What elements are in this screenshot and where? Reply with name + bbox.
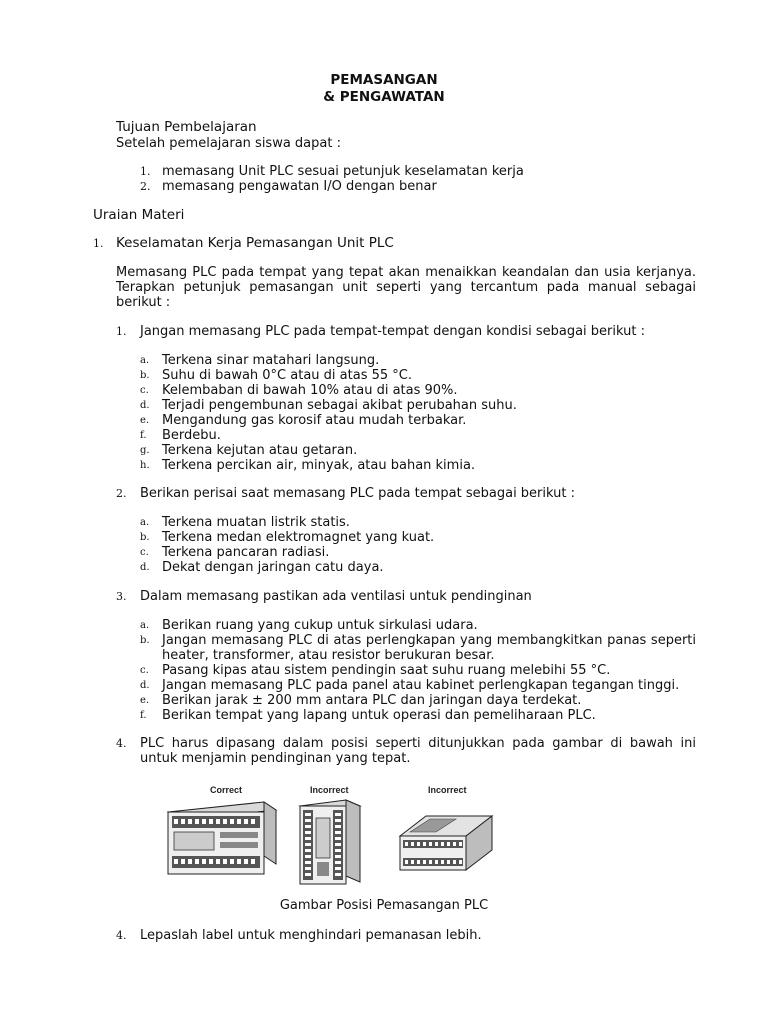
list-item: Terkena pancaran radiasi. xyxy=(162,545,330,560)
figure-label-incorrect: Incorrect xyxy=(310,785,349,795)
list-item: Berikan tempat yang lapang untuk operasi dan pemeliharaan PLC. xyxy=(162,708,596,723)
figure-caption: Gambar Posisi Pemasangan PLC xyxy=(279,898,489,913)
list-item-letter: b. xyxy=(140,532,150,543)
point-number: 3. xyxy=(116,590,127,603)
list-item-letter: g. xyxy=(140,445,150,456)
list-item-letter: h. xyxy=(140,460,150,471)
point-number: 4. xyxy=(116,929,127,942)
point-text: Berikan perisai saat memasang PLC pada tempat sebagai berikut : xyxy=(140,486,575,501)
figure-label-incorrect: Incorrect xyxy=(428,785,467,795)
list-item: Berikan jarak ± 200 mm antara PLC dan jaringan daya terdekat. xyxy=(162,693,582,708)
list-item-letter: b. xyxy=(140,635,150,646)
list-item: Dekat dengan jaringan catu daya. xyxy=(162,560,384,575)
objectives-intro: Setelah pemelajaran siswa dapat : xyxy=(116,136,341,151)
list-item: Mengandung gas korosif atau mudah terbakar. xyxy=(162,413,467,428)
list-item-letter: c. xyxy=(140,385,149,396)
section-number: 1. xyxy=(93,237,104,250)
list-item-letter: e. xyxy=(140,695,150,706)
figure-label-correct: Correct xyxy=(210,785,243,795)
plc-incorrect-vertical-image xyxy=(294,796,368,892)
list-item-letter: a. xyxy=(140,620,150,631)
list-item: Kelembaban di bawah 10% atau di atas 90%. xyxy=(162,383,458,398)
list-item: Terkena percikan air, minyak, atau bahan kimia. xyxy=(162,458,476,473)
point-number: 2. xyxy=(116,487,127,500)
uraian-heading: Uraian Materi xyxy=(93,207,185,223)
list-item: Terkena muatan listrik statis. xyxy=(162,515,350,530)
list-item-letter: f. xyxy=(140,430,147,441)
point-text: PLC harus dipasang dalam posisi seperti ditunjukkan pada gambar di bawah ini untuk menjamin pendinginan yang tepat. xyxy=(140,736,696,766)
list-item: Berdebu. xyxy=(162,428,221,443)
list-item-letter: f. xyxy=(140,710,147,721)
list-item: Berikan ruang yang cukup untuk sirkulasi udara. xyxy=(162,618,478,633)
list-item-letter: b. xyxy=(140,370,150,381)
list-item: Jangan memasang PLC pada panel atau kabinet perlengkapan tegangan tinggi. xyxy=(162,678,680,693)
section-paragraph: Memasang PLC pada tempat yang tepat akan menaikkan keandalan dan usia kerjanya. Terapkan petunjuk pemasangan unit seperti yang tercantum pada manual sebagai berikut : xyxy=(116,265,696,310)
list-item-letter: c. xyxy=(140,547,149,558)
objective-number: 2. xyxy=(140,180,151,193)
point-number: 4. xyxy=(116,737,127,750)
title-line-2: & PENGAWATAN xyxy=(323,89,445,105)
list-item-letter: d. xyxy=(140,400,150,411)
list-item: Suhu di bawah 0°C atau di atas 55 °C. xyxy=(162,368,412,383)
list-item: Terjadi pengembunan sebagai akibat perubahan suhu. xyxy=(162,398,517,413)
plc-figure xyxy=(160,780,620,890)
list-item: Terkena sinar matahari langsung. xyxy=(162,353,380,368)
list-item: Pasang kipas atau sistem pendingin saat suhu ruang melebihi 55 °C. xyxy=(162,663,611,678)
plc-incorrect-flat-image xyxy=(396,810,496,880)
plc-correct-image xyxy=(160,798,280,880)
title-line-1: PEMASANGAN xyxy=(330,72,438,88)
list-item: Jangan memasang PLC di atas perlengkapan yang membangkitkan panas seperti heater, transformer, atau resistor berukuran besar. xyxy=(162,633,696,663)
list-item: Terkena kejutan atau getaran. xyxy=(162,443,358,458)
section-heading: Keselamatan Kerja Pemasangan Unit PLC xyxy=(116,235,394,251)
objective-item: memasang pengawatan I/O dengan benar xyxy=(162,179,437,194)
point-text: Lepaslah label untuk menghindari pemanasan lebih. xyxy=(140,928,482,943)
list-item-letter: a. xyxy=(140,517,150,528)
objective-number: 1. xyxy=(140,165,151,178)
point-text: Dalam memasang pastikan ada ventilasi untuk pendinginan xyxy=(140,589,532,604)
list-item-letter: e. xyxy=(140,415,150,426)
list-item-letter: c. xyxy=(140,665,149,676)
point-text: Jangan memasang PLC pada tempat-tempat dengan kondisi sebagai berikut : xyxy=(140,324,645,339)
objective-item: memasang Unit PLC sesuai petunjuk keselamatan kerja xyxy=(162,164,524,179)
list-item-letter: d. xyxy=(140,562,150,573)
list-item-letter: d. xyxy=(140,680,150,691)
objectives-heading: Tujuan Pembelajaran xyxy=(116,119,257,135)
list-item-letter: a. xyxy=(140,355,150,366)
list-item: Terkena medan elektromagnet yang kuat. xyxy=(162,530,435,545)
point-number: 1. xyxy=(116,325,127,338)
